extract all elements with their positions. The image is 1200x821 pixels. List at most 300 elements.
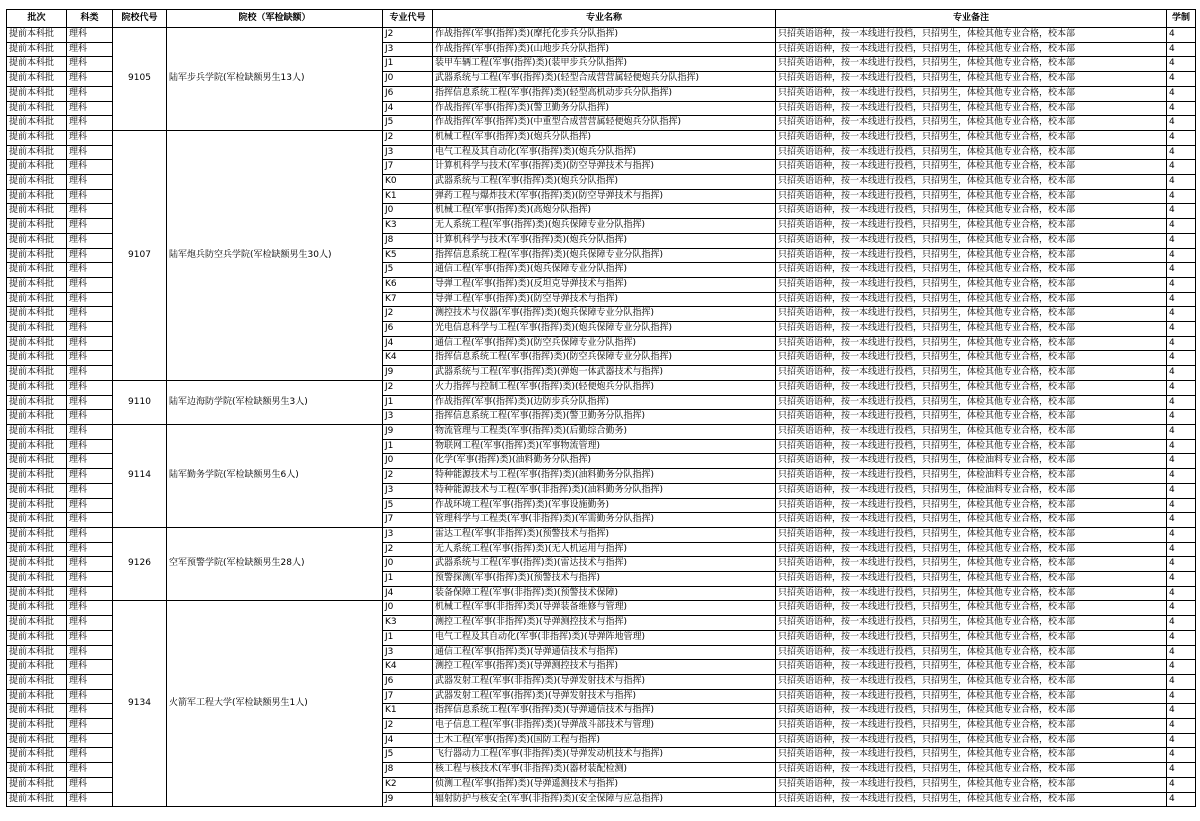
major-name-cell: 通信工程(军事(指挥)类)(防空兵保障专业分队指挥) [433, 336, 776, 351]
category-cell: 理科 [67, 160, 113, 175]
category-cell: 理科 [67, 277, 113, 292]
major-name-cell: 测控工程(军事(指挥)类)(导弹测控技术与指挥) [433, 660, 776, 675]
batch-cell: 提前本科批 [7, 277, 67, 292]
category-cell: 理科 [67, 645, 113, 660]
category-cell: 理科 [67, 145, 113, 160]
major-code-cell: K1 [383, 704, 433, 719]
remark-cell: 只招英语语种，按一本线进行投档，只招男生，体检其他专业合格，校本部 [776, 542, 1167, 557]
major-name-cell: 指挥信息系统工程(军事(指挥)类)(警卫勤务分队指挥) [433, 410, 776, 425]
batch-cell: 提前本科批 [7, 292, 67, 307]
major-code-cell: J1 [383, 439, 433, 454]
category-cell: 理科 [67, 557, 113, 572]
major-name-cell: 火力指挥与控制工程(军事(指挥)类)(轻便炮兵分队指挥) [433, 380, 776, 395]
duration-cell: 4 [1167, 645, 1196, 660]
remark-cell: 只招英语语种，按一本线进行投档，只招男生，体检其他专业合格，校本部 [776, 336, 1167, 351]
major-name-cell: 化学(军事(指挥)类)(油料勤务分队指挥) [433, 454, 776, 469]
category-cell: 理科 [67, 175, 113, 190]
duration-cell: 4 [1167, 601, 1196, 616]
major-code-cell: J9 [383, 424, 433, 439]
major-name-cell: 装甲车辆工程(军事(指挥)类)(装甲步兵分队指挥) [433, 57, 776, 72]
remark-cell: 只招英语语种，按一本线进行投档，只招男生，体检其他专业合格，校本部 [776, 380, 1167, 395]
remark-cell: 只招英语语种，按一本线进行投档，只招男生，体检其他专业合格，校本部 [776, 660, 1167, 675]
major-name-cell: 雷达工程(军事(非指挥)类)(预警技术与指挥) [433, 527, 776, 542]
remark-cell: 只招英语语种，按一本线进行投档，只招男生，体检其他专业合格，校本部 [776, 763, 1167, 778]
major-name-cell: 武器系统与工程(军事(指挥)类)(轻型合成营营属轻便炮兵分队指挥) [433, 72, 776, 87]
category-cell: 理科 [67, 380, 113, 395]
major-code-cell: K3 [383, 616, 433, 631]
batch-cell: 提前本科批 [7, 733, 67, 748]
duration-cell: 4 [1167, 395, 1196, 410]
category-cell: 理科 [67, 689, 113, 704]
major-code-cell: J6 [383, 322, 433, 337]
major-name-cell: 武器发射工程(军事(指挥)类)(导弹发射技术与指挥) [433, 689, 776, 704]
batch-cell: 提前本科批 [7, 689, 67, 704]
duration-cell: 4 [1167, 439, 1196, 454]
duration-cell: 4 [1167, 101, 1196, 116]
major-name-cell: 特种能源技术与工程(军事(非指挥)类)(油料勤务分队指挥) [433, 483, 776, 498]
batch-cell: 提前本科批 [7, 763, 67, 778]
batch-cell: 提前本科批 [7, 28, 67, 43]
remark-cell: 只招英语语种，按一本线进行投档，只招男生，体检其他专业合格，校本部 [776, 175, 1167, 190]
remark-cell: 只招英语语种，按一本线进行投档，只招男生，体检其他专业合格，校本部 [776, 28, 1167, 43]
major-code-cell: J1 [383, 630, 433, 645]
duration-cell: 4 [1167, 42, 1196, 57]
major-code-cell: K6 [383, 277, 433, 292]
batch-cell: 提前本科批 [7, 351, 67, 366]
school-code-cell: 9110 [113, 380, 167, 424]
batch-cell: 提前本科批 [7, 454, 67, 469]
remark-cell: 只招英语语种，按一本线进行投档，只招男生，体检其他专业合格，校本部 [776, 616, 1167, 631]
remark-cell: 只招英语语种，按一本线进行投档，只招男生，体检其他专业合格，校本部 [776, 777, 1167, 792]
header-major-code: 专业代号 [383, 10, 433, 28]
batch-cell: 提前本科批 [7, 748, 67, 763]
table-row [7, 601, 1196, 616]
major-code-cell: J8 [383, 233, 433, 248]
remark-cell: 只招英语语种，按一本线进行投档，只招男生，体检其他专业合格，校本部 [776, 57, 1167, 72]
batch-cell: 提前本科批 [7, 72, 67, 87]
remark-cell: 只招英语语种，按一本线进行投档，只招男生，体检油料专业合格，校本部 [776, 454, 1167, 469]
category-cell: 理科 [67, 777, 113, 792]
major-code-cell: J6 [383, 674, 433, 689]
admission-table-sheet [6, 9, 1196, 807]
batch-cell: 提前本科批 [7, 439, 67, 454]
batch-cell: 提前本科批 [7, 630, 67, 645]
school-code-cell: 9126 [113, 527, 167, 601]
batch-cell: 提前本科批 [7, 175, 67, 190]
table-body [7, 28, 1196, 807]
duration-cell: 4 [1167, 145, 1196, 160]
batch-cell: 提前本科批 [7, 572, 67, 587]
major-name-cell: 通信工程(军事(指挥)类)(炮兵保障专业分队指挥) [433, 263, 776, 278]
remark-cell: 只招英语语种，按一本线进行投档，只招男生，体检其他专业合格，校本部 [776, 792, 1167, 807]
major-code-cell: K1 [383, 189, 433, 204]
major-code-cell: J3 [383, 410, 433, 425]
category-cell: 理科 [67, 586, 113, 601]
remark-cell: 只招英语语种，按一本线进行投档，只招男生，体检其他专业合格，校本部 [776, 263, 1167, 278]
duration-cell: 4 [1167, 630, 1196, 645]
duration-cell: 4 [1167, 572, 1196, 587]
table-row [7, 424, 1196, 439]
major-name-cell: 电气工程及其自动化(军事(非指挥)类)(导弹阵地管理) [433, 630, 776, 645]
duration-cell: 4 [1167, 733, 1196, 748]
major-code-cell: J0 [383, 454, 433, 469]
category-cell: 理科 [67, 130, 113, 145]
remark-cell: 只招英语语种，按一本线进行投档，只招男生，体检其他专业合格，校本部 [776, 586, 1167, 601]
batch-cell: 提前本科批 [7, 42, 67, 57]
batch-cell: 提前本科批 [7, 336, 67, 351]
category-cell: 理科 [67, 674, 113, 689]
major-name-cell: 武器系统与工程(军事(指挥)类)(弹炮一体武器技术与指挥) [433, 366, 776, 381]
school-name-cell: 陆军勤务学院(军检缺额男生6人) [167, 424, 383, 527]
header-major-name: 专业名称 [433, 10, 776, 28]
remark-cell: 只招英语语种，按一本线进行投档，只招男生，体检油料专业合格，校本部 [776, 483, 1167, 498]
category-cell: 理科 [67, 101, 113, 116]
batch-cell: 提前本科批 [7, 322, 67, 337]
category-cell: 理科 [67, 263, 113, 278]
batch-cell: 提前本科批 [7, 777, 67, 792]
major-code-cell: J3 [383, 645, 433, 660]
batch-cell: 提前本科批 [7, 395, 67, 410]
major-name-cell: 电子信息工程(军事(非指挥)类)(导弹战斗部技术与管理) [433, 719, 776, 734]
major-name-cell: 作战指挥(军事(指挥)类)(山地步兵分队指挥) [433, 42, 776, 57]
major-name-cell: 作战指挥(军事(指挥)类)(摩托化步兵分队指挥) [433, 28, 776, 43]
duration-cell: 4 [1167, 336, 1196, 351]
major-code-cell: J1 [383, 395, 433, 410]
category-cell: 理科 [67, 86, 113, 101]
duration-cell: 4 [1167, 424, 1196, 439]
remark-cell: 只招英语语种，按一本线进行投档，只招男生，体检其他专业合格，校本部 [776, 292, 1167, 307]
category-cell: 理科 [67, 439, 113, 454]
header-school-name: 院校（军检缺额） [167, 10, 383, 28]
category-cell: 理科 [67, 527, 113, 542]
major-name-cell: 弹药工程与爆炸技术(军事(指挥)类)(防空导弹技术与指挥) [433, 189, 776, 204]
major-code-cell: J0 [383, 601, 433, 616]
major-name-cell: 测控技术与仪器(军事(指挥)类)(炮兵保障专业分队指挥) [433, 307, 776, 322]
remark-cell: 只招英语语种，按一本线进行投档，只招男生，体检其他专业合格，校本部 [776, 557, 1167, 572]
duration-cell: 4 [1167, 483, 1196, 498]
duration-cell: 4 [1167, 674, 1196, 689]
major-code-cell: J2 [383, 719, 433, 734]
school-name-cell: 空军预警学院(军检缺额男生28人) [167, 527, 383, 601]
duration-cell: 4 [1167, 219, 1196, 234]
major-name-cell: 计算机科学与技术(军事(指挥)类)(防空导弹技术与指挥) [433, 160, 776, 175]
remark-cell: 只招英语语种，按一本线进行投档，只招男生，体检油料专业合格，校本部 [776, 469, 1167, 484]
duration-cell: 4 [1167, 719, 1196, 734]
major-code-cell: J7 [383, 160, 433, 175]
remark-cell: 只招英语语种，按一本线进行投档，只招男生，体检其他专业合格，校本部 [776, 704, 1167, 719]
duration-cell: 4 [1167, 748, 1196, 763]
school-name-cell: 陆军炮兵防空兵学院(军检缺额男生30人) [167, 130, 383, 380]
table-row [7, 380, 1196, 395]
major-name-cell: 飞行器动力工程(军事(非指挥)类)(导弹发动机技术与指挥) [433, 748, 776, 763]
major-name-cell: 通信工程(军事(指挥)类)(导弹通信技术与指挥) [433, 645, 776, 660]
duration-cell: 4 [1167, 454, 1196, 469]
major-code-cell: J6 [383, 86, 433, 101]
category-cell: 理科 [67, 454, 113, 469]
batch-cell: 提前本科批 [7, 719, 67, 734]
major-name-cell: 武器系统与工程(军事(指挥)类)(炮兵分队指挥) [433, 175, 776, 190]
batch-cell: 提前本科批 [7, 307, 67, 322]
duration-cell: 4 [1167, 204, 1196, 219]
remark-cell: 只招英语语种，按一本线进行投档，只招男生，体检其他专业合格，校本部 [776, 86, 1167, 101]
major-code-cell: J5 [383, 748, 433, 763]
remark-cell: 只招英语语种，按一本线进行投档，只招男生，体检其他专业合格，校本部 [776, 130, 1167, 145]
category-cell: 理科 [67, 307, 113, 322]
major-code-cell: K4 [383, 351, 433, 366]
major-code-cell: K5 [383, 248, 433, 263]
remark-cell: 只招英语语种，按一本线进行投档，只招男生，体检其他专业合格，校本部 [776, 248, 1167, 263]
category-cell: 理科 [67, 42, 113, 57]
category-cell: 理科 [67, 719, 113, 734]
category-cell: 理科 [67, 219, 113, 234]
duration-cell: 4 [1167, 380, 1196, 395]
duration-cell: 4 [1167, 28, 1196, 43]
major-code-cell: K7 [383, 292, 433, 307]
batch-cell: 提前本科批 [7, 704, 67, 719]
duration-cell: 4 [1167, 777, 1196, 792]
remark-cell: 只招英语语种，按一本线进行投档，只招男生，体检其他专业合格，校本部 [776, 527, 1167, 542]
major-name-cell: 电气工程及其自动化(军事(指挥)类)(炮兵分队指挥) [433, 145, 776, 160]
major-code-cell: J3 [383, 42, 433, 57]
remark-cell: 只招英语语种，按一本线进行投档，只招男生，体检其他专业合格，校本部 [776, 189, 1167, 204]
duration-cell: 4 [1167, 57, 1196, 72]
major-name-cell: 指挥信息系统工程(军事(指挥)类)(炮兵保障专业分队指挥) [433, 248, 776, 263]
major-name-cell: 武器发射工程(军事(非指挥)类)(导弹发射技术与指挥) [433, 674, 776, 689]
remark-cell: 只招英语语种，按一本线进行投档，只招男生，体检其他专业合格，校本部 [776, 233, 1167, 248]
remark-cell: 只招英语语种，按一本线进行投档，只招男生，体检其他专业合格，校本部 [776, 116, 1167, 131]
school-code-cell: 9114 [113, 424, 167, 527]
batch-cell: 提前本科批 [7, 616, 67, 631]
duration-cell: 4 [1167, 233, 1196, 248]
school-code-cell: 9134 [113, 601, 167, 807]
major-code-cell: J5 [383, 263, 433, 278]
category-cell: 理科 [67, 351, 113, 366]
major-code-cell: J3 [383, 483, 433, 498]
duration-cell: 4 [1167, 557, 1196, 572]
major-name-cell: 作战指挥(军事(指挥)类)(边防步兵分队指挥) [433, 395, 776, 410]
category-cell: 理科 [67, 660, 113, 675]
batch-cell: 提前本科批 [7, 424, 67, 439]
major-name-cell: 测控工程(军事(非指挥)类)(导弹测控技术与指挥) [433, 616, 776, 631]
major-code-cell: J2 [383, 28, 433, 43]
batch-cell: 提前本科批 [7, 263, 67, 278]
major-name-cell: 物联网工程(军事(指挥)类)(军事物流管理) [433, 439, 776, 454]
school-name-cell: 火箭军工程大学(军检缺额男生1人) [167, 601, 383, 807]
batch-cell: 提前本科批 [7, 248, 67, 263]
major-name-cell: 光电信息科学与工程(军事(指挥)类)(炮兵保障专业分队指挥) [433, 322, 776, 337]
batch-cell: 提前本科批 [7, 57, 67, 72]
batch-cell: 提前本科批 [7, 160, 67, 175]
category-cell: 理科 [67, 616, 113, 631]
remark-cell: 只招英语语种，按一本线进行投档，只招男生，体检其他专业合格，校本部 [776, 351, 1167, 366]
major-name-cell: 武器系统与工程(军事(指挥)类)(雷达技术与指挥) [433, 557, 776, 572]
category-cell: 理科 [67, 498, 113, 513]
table-row [7, 130, 1196, 145]
major-code-cell: J0 [383, 557, 433, 572]
batch-cell: 提前本科批 [7, 674, 67, 689]
header-remark: 专业备注 [776, 10, 1167, 28]
batch-cell: 提前本科批 [7, 469, 67, 484]
batch-cell: 提前本科批 [7, 660, 67, 675]
remark-cell: 只招英语语种，按一本线进行投档，只招男生，体检其他专业合格，校本部 [776, 72, 1167, 87]
batch-cell: 提前本科批 [7, 233, 67, 248]
category-cell: 理科 [67, 395, 113, 410]
batch-cell: 提前本科批 [7, 145, 67, 160]
remark-cell: 只招英语语种，按一本线进行投档，只招男生，体检其他专业合格，校本部 [776, 366, 1167, 381]
batch-cell: 提前本科批 [7, 498, 67, 513]
remark-cell: 只招英语语种，按一本线进行投档，只招男生，体检其他专业合格，校本部 [776, 101, 1167, 116]
remark-cell: 只招英语语种，按一本线进行投档，只招男生，体检其他专业合格，校本部 [776, 42, 1167, 57]
category-cell: 理科 [67, 292, 113, 307]
major-code-cell: J8 [383, 763, 433, 778]
batch-cell: 提前本科批 [7, 527, 67, 542]
duration-cell: 4 [1167, 410, 1196, 425]
batch-cell: 提前本科批 [7, 366, 67, 381]
duration-cell: 4 [1167, 763, 1196, 778]
major-name-cell: 作战环境工程(军事(指挥)类)(军事设施勤务) [433, 498, 776, 513]
batch-cell: 提前本科批 [7, 219, 67, 234]
major-name-cell: 物流管理与工程类(军事(指挥)类)(后勤综合勤务) [433, 424, 776, 439]
category-cell: 理科 [67, 189, 113, 204]
table-row [7, 28, 1196, 43]
remark-cell: 只招英语语种，按一本线进行投档，只招男生，体检其他专业合格，校本部 [776, 204, 1167, 219]
category-cell: 理科 [67, 204, 113, 219]
remark-cell: 只招英语语种，按一本线进行投档，只招男生，体检其他专业合格，校本部 [776, 719, 1167, 734]
duration-cell: 4 [1167, 160, 1196, 175]
batch-cell: 提前本科批 [7, 410, 67, 425]
major-name-cell: 作战指挥(军事(指挥)类)(警卫勤务分队指挥) [433, 101, 776, 116]
major-name-cell: 侦测工程(军事(指挥)类)(导弹遥测技术与指挥) [433, 777, 776, 792]
batch-cell: 提前本科批 [7, 542, 67, 557]
category-cell: 理科 [67, 57, 113, 72]
duration-cell: 4 [1167, 86, 1196, 101]
major-name-cell: 作战指挥(军事(指挥)类)(中重型合成营营属轻便炮兵分队指挥) [433, 116, 776, 131]
category-cell: 理科 [67, 336, 113, 351]
major-code-cell: J2 [383, 130, 433, 145]
category-cell: 理科 [67, 733, 113, 748]
remark-cell: 只招英语语种，按一本线进行投档，只招男生，体检其他专业合格，校本部 [776, 630, 1167, 645]
duration-cell: 4 [1167, 175, 1196, 190]
remark-cell: 只招英语语种，按一本线进行投档，只招男生，体检其他专业合格，校本部 [776, 395, 1167, 410]
major-code-cell: J0 [383, 204, 433, 219]
remark-cell: 只招英语语种，按一本线进行投档，只招男生，体检其他专业合格，校本部 [776, 674, 1167, 689]
major-code-cell: J3 [383, 527, 433, 542]
duration-cell: 4 [1167, 792, 1196, 807]
duration-cell: 4 [1167, 542, 1196, 557]
batch-cell: 提前本科批 [7, 189, 67, 204]
major-name-cell: 导弹工程(军事(指挥)类)(反坦克导弹技术与指挥) [433, 277, 776, 292]
major-code-cell: J9 [383, 366, 433, 381]
duration-cell: 4 [1167, 130, 1196, 145]
category-cell: 理科 [67, 704, 113, 719]
major-code-cell: J1 [383, 572, 433, 587]
duration-cell: 4 [1167, 704, 1196, 719]
category-cell: 理科 [67, 763, 113, 778]
remark-cell: 只招英语语种，按一本线进行投档，只招男生，体检其他专业合格，校本部 [776, 645, 1167, 660]
category-cell: 理科 [67, 116, 113, 131]
major-name-cell: 核工程与核技术(军事(非指挥)类)(器材装配检测) [433, 763, 776, 778]
category-cell: 理科 [67, 28, 113, 43]
school-name-cell: 陆军步兵学院(军检缺额男生13人) [167, 28, 383, 131]
remark-cell: 只招英语语种，按一本线进行投档，只招男生，体检其他专业合格，校本部 [776, 145, 1167, 160]
major-code-cell: J9 [383, 792, 433, 807]
batch-cell: 提前本科批 [7, 86, 67, 101]
batch-cell: 提前本科批 [7, 792, 67, 807]
major-name-cell: 指挥信息系统工程(军事(指挥)类)(防空兵保障专业分队指挥) [433, 351, 776, 366]
major-name-cell: 计算机科学与技术(军事(指挥)类)(炮兵分队指挥) [433, 233, 776, 248]
duration-cell: 4 [1167, 527, 1196, 542]
major-code-cell: J7 [383, 513, 433, 528]
duration-cell: 4 [1167, 351, 1196, 366]
duration-cell: 4 [1167, 660, 1196, 675]
category-cell: 理科 [67, 483, 113, 498]
major-code-cell: K0 [383, 175, 433, 190]
major-code-cell: J2 [383, 469, 433, 484]
batch-cell: 提前本科批 [7, 116, 67, 131]
major-code-cell: J2 [383, 307, 433, 322]
duration-cell: 4 [1167, 277, 1196, 292]
major-name-cell: 预警探测(军事(指挥)类)(预警技术与指挥) [433, 572, 776, 587]
category-cell: 理科 [67, 792, 113, 807]
major-name-cell: 指挥信息系统工程(军事(指挥)类)(导弹通信技术与指挥) [433, 704, 776, 719]
category-cell: 理科 [67, 248, 113, 263]
header-row [7, 10, 1196, 28]
major-code-cell: J3 [383, 145, 433, 160]
major-code-cell: J2 [383, 542, 433, 557]
major-code-cell: J4 [383, 586, 433, 601]
major-name-cell: 机械工程(军事(指挥)类)(炮兵分队指挥) [433, 130, 776, 145]
major-code-cell: J5 [383, 116, 433, 131]
remark-cell: 只招英语语种，按一本线进行投档，只招男生，体检其他专业合格，校本部 [776, 277, 1167, 292]
major-code-cell: K2 [383, 777, 433, 792]
category-cell: 理科 [67, 542, 113, 557]
school-code-cell: 9107 [113, 130, 167, 380]
remark-cell: 只招英语语种，按一本线进行投档，只招男生，体检其他专业合格，校本部 [776, 439, 1167, 454]
batch-cell: 提前本科批 [7, 380, 67, 395]
category-cell: 理科 [67, 748, 113, 763]
batch-cell: 提前本科批 [7, 483, 67, 498]
major-code-cell: J4 [383, 336, 433, 351]
major-name-cell: 土木工程(军事(指挥)类)(国防工程与指挥) [433, 733, 776, 748]
category-cell: 理科 [67, 424, 113, 439]
duration-cell: 4 [1167, 292, 1196, 307]
duration-cell: 4 [1167, 689, 1196, 704]
major-code-cell: J4 [383, 733, 433, 748]
major-name-cell: 指挥信息系统工程(军事(指挥)类)(轻型高机动步兵分队指挥) [433, 86, 776, 101]
batch-cell: 提前本科批 [7, 101, 67, 116]
category-cell: 理科 [67, 72, 113, 87]
remark-cell: 只招英语语种，按一本线进行投档，只招男生，体检其他专业合格，校本部 [776, 689, 1167, 704]
remark-cell: 只招英语语种，按一本线进行投档，只招男生，体检其他专业合格，校本部 [776, 219, 1167, 234]
category-cell: 理科 [67, 410, 113, 425]
duration-cell: 4 [1167, 586, 1196, 601]
header-school-code: 院校代号 [113, 10, 167, 28]
duration-cell: 4 [1167, 498, 1196, 513]
remark-cell: 只招英语语种，按一本线进行投档，只招男生，体检其他专业合格，校本部 [776, 424, 1167, 439]
major-name-cell: 无人系统工程(军事(指挥)类)(无人机运用与指挥) [433, 542, 776, 557]
remark-cell: 只招英语语种，按一本线进行投档，只招男生，体检其他专业合格，校本部 [776, 498, 1167, 513]
major-code-cell: J7 [383, 689, 433, 704]
remark-cell: 只招英语语种，按一本线进行投档，只招男生，体检其他专业合格，校本部 [776, 733, 1167, 748]
duration-cell: 4 [1167, 72, 1196, 87]
major-name-cell: 导弹工程(军事(指挥)类)(防空导弹技术与指挥) [433, 292, 776, 307]
major-code-cell: J1 [383, 57, 433, 72]
batch-cell: 提前本科批 [7, 513, 67, 528]
major-name-cell: 机械工程(军事(非指挥)类)(导弹装备维修与管理) [433, 601, 776, 616]
remark-cell: 只招英语语种，按一本线进行投档，只招男生，体检其他专业合格，校本部 [776, 748, 1167, 763]
header-duration: 学制 [1167, 10, 1196, 28]
batch-cell: 提前本科批 [7, 586, 67, 601]
